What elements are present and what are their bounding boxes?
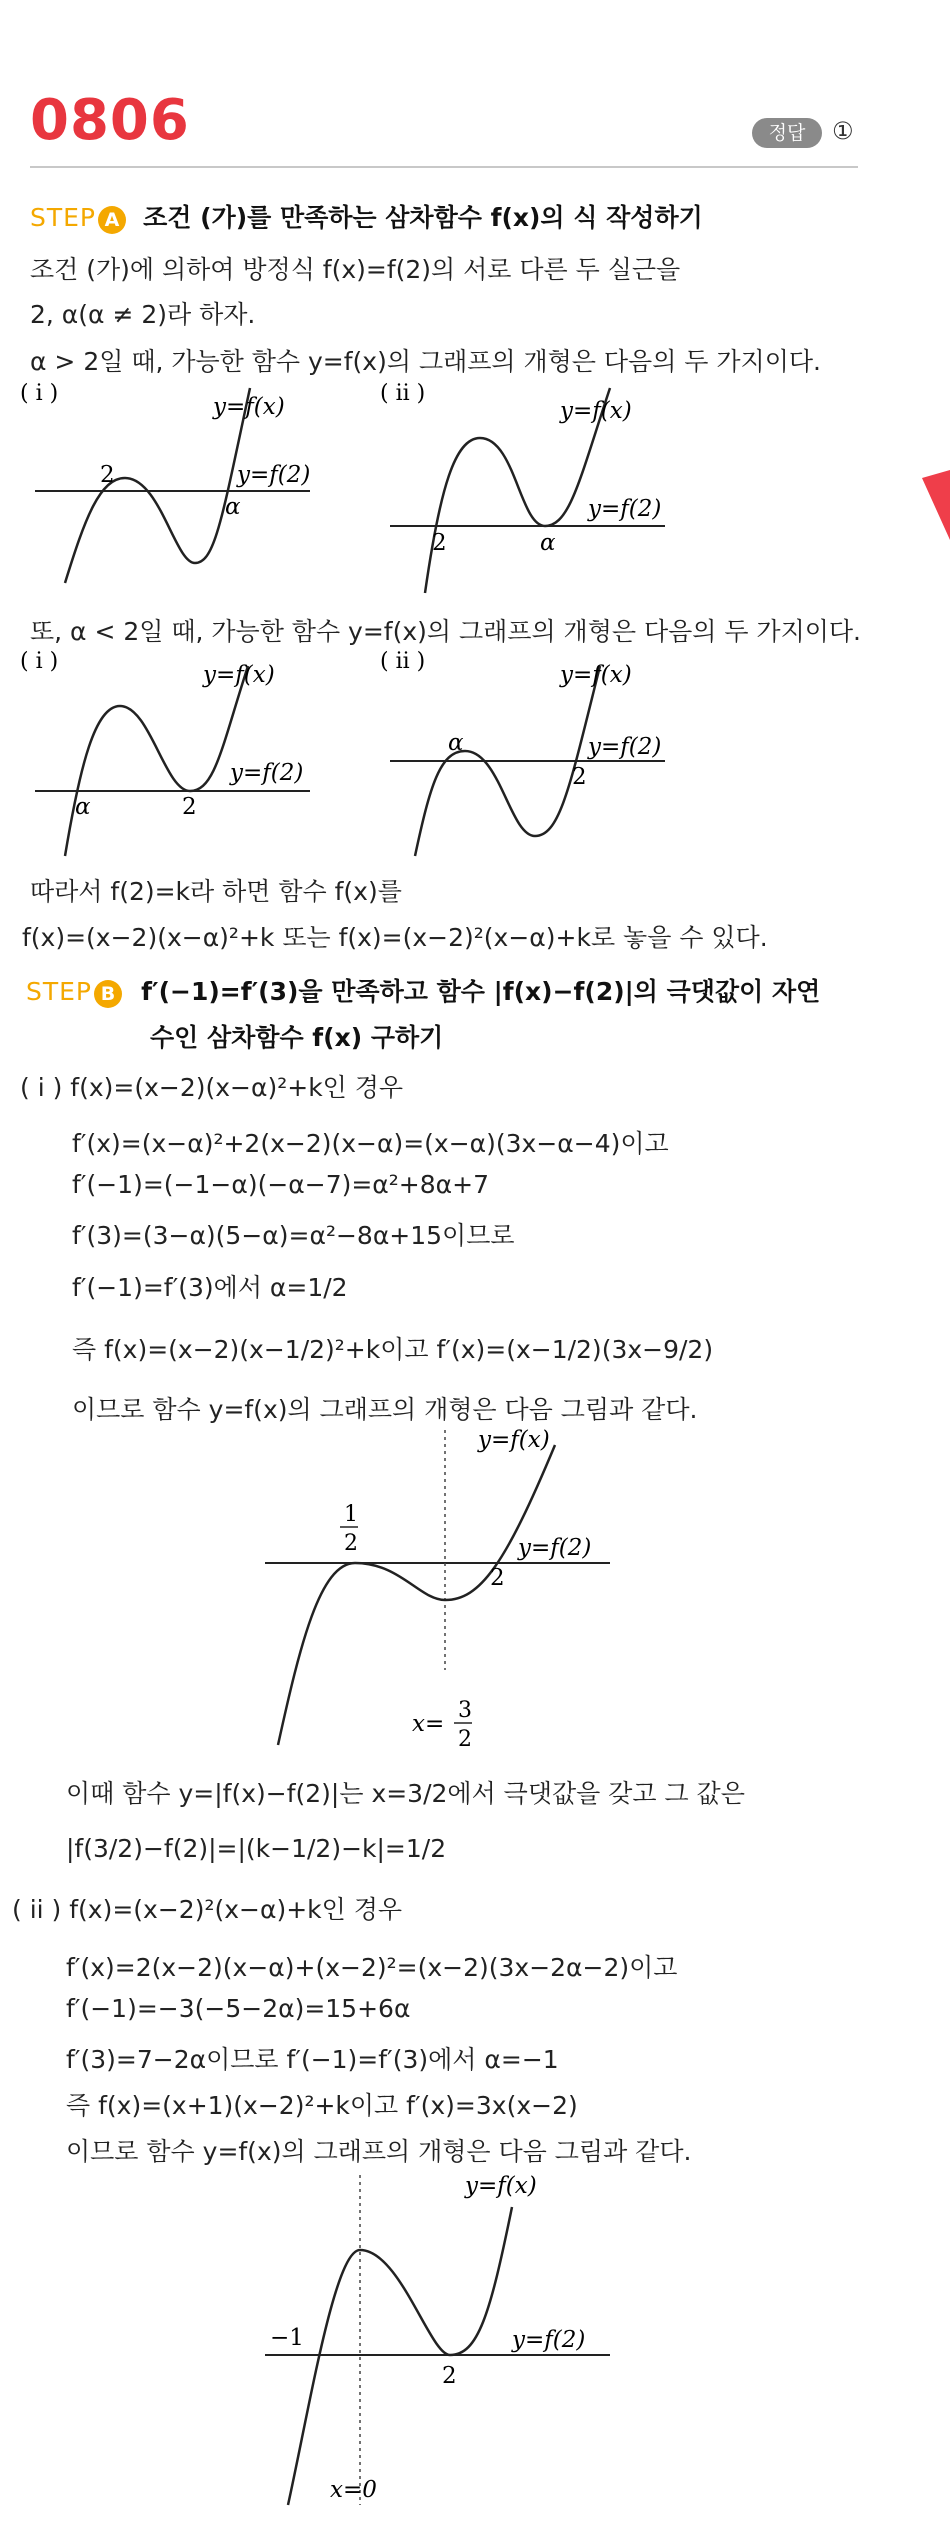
case-2-graph-xeq0: x=0 [330, 2477, 377, 2503]
case-1-line-2: f′(−1)=(−1−α)(−α−7)=α²+8α+7 [72, 1170, 489, 1199]
graph-row-alpha-lt-2 [0, 646, 900, 866]
case-1-line-5: 즉 f(x)=(x−2)(x−1/2)²+k이고 f′(x)=(x−1/2)(3x−9/2) [72, 1335, 714, 1364]
case-1-graph-x-den: 2 [458, 1727, 472, 1752]
case-1-graph-half-den: 2 [344, 1531, 358, 1556]
step-a-header [30, 198, 703, 234]
step-a-label: STEP [30, 203, 97, 232]
graph-2-two: 2 [432, 530, 447, 556]
case-2-graph-two: 2 [442, 2363, 457, 2389]
case-1-graph-xeq: x= [412, 1711, 445, 1737]
case-2-heading: ( ii ) f(x)=(x−2)²(x−α)+k인 경우 [12, 1895, 403, 1924]
case-2-line-2: f′(−1)=−3(−5−2α)=15+6α [66, 1994, 411, 2023]
graph-4-two: 2 [572, 764, 587, 790]
case-1-graph-half-num: 1 [344, 1502, 358, 1527]
step-a-line-2: 2, α(α ≠ 2)라 하자. [30, 300, 256, 329]
case-1-graph-two: 2 [490, 1565, 505, 1591]
case-1-heading: ( i ) f(x)=(x−2)(x−α)²+k인 경우 [20, 1073, 404, 1102]
case-1-line-1: f′(x)=(x−α)²+2(x−2)(x−α)=(x−α)(3x−α−4)이고 [72, 1129, 669, 1158]
case-1-line-6: 이므로 함수 y=f(x)의 그래프의 개형은 다음 그림과 같다. [72, 1395, 698, 1424]
step-a-line-4: 또, α < 2일 때, 가능한 함수 y=f(x)의 그래프의 개형은 다음의 두 가지이다. [30, 617, 861, 646]
graph-2-alpha: α [540, 530, 556, 556]
case-2-graph-yf2: y=f(2) [512, 2327, 586, 2353]
case-2-line-4: 즉 f(x)=(x+1)(x−2)²+k이고 f′(x)=3x(x−2) [66, 2091, 578, 2120]
step-b-label: STEP [26, 977, 93, 1006]
graph-row-alpha-gt-2 [0, 378, 900, 598]
answer-badge: 정답 [752, 118, 822, 148]
graph-4-yf2: y=f(2) [588, 734, 662, 760]
graph-1-alpha: α [225, 494, 241, 520]
graph-1-two: 2 [100, 462, 115, 488]
graph-4-case-label: ( ii ) [380, 649, 426, 674]
step-b-badge: B [94, 980, 122, 1008]
case-2-line-3: f′(3)=7−2α이므로 f′(−1)=f′(3)에서 α=−1 [66, 2045, 559, 2074]
step-a-title: 조건 (가)를 만족하는 삼차함수 f(x)의 식 작성하기 [143, 203, 703, 232]
case-2-graph [250, 2165, 670, 2515]
case-1-graph-x-num: 3 [458, 1698, 472, 1723]
step-b-header [26, 972, 820, 1008]
graph-3-case-label: ( i ) [20, 649, 59, 674]
graph-1-yf2: y=f(2) [237, 462, 311, 488]
graph-2-yf2: y=f(2) [588, 496, 662, 522]
graph-3-curve [65, 666, 248, 856]
step-b-title-1: f′(−1)=f′(3)을 만족하고 함수 |f(x)−f(2)|의 극댓값이 자연 [141, 977, 821, 1006]
case-2-line-5: 이므로 함수 y=f(x)의 그래프의 개형은 다음 그림과 같다. [66, 2137, 692, 2166]
graph-3-yf2: y=f(2) [230, 760, 304, 786]
step-a-badge: A [98, 206, 126, 234]
step-a-line-6: f(x)=(x−2)(x−α)²+k 또는 f(x)=(x−2)²(x−α)+k로 놓을 수 있다. [22, 923, 768, 952]
graph-1-case-label: ( i ) [20, 381, 59, 406]
header-divider [30, 166, 858, 168]
graph-3-alpha: α [75, 794, 91, 820]
case-1-line-4: f′(−1)=f′(3)에서 α=1/2 [72, 1273, 348, 1302]
case-1-line-7: 이때 함수 y=|f(x)−f(2)|는 x=3/2에서 극댓값을 갖고 그 값은 [66, 1779, 745, 1808]
graph-4-alpha: α [448, 730, 464, 756]
case-1-graph-curve [278, 1445, 555, 1745]
graph-3-two: 2 [182, 794, 197, 820]
answer-value: ① [832, 117, 854, 145]
step-a-line-5: 따라서 f(2)=k라 하면 함수 f(x)를 [30, 877, 402, 906]
graph-3-yfx: y=f(x) [203, 662, 275, 688]
case-2-graph-neg1: −1 [270, 2325, 304, 2351]
case-2-graph-yfx: y=f(x) [465, 2173, 537, 2199]
graph-1-yfx: y=f(x) [213, 394, 285, 420]
problem-number: 0806 [30, 88, 190, 153]
graph-4-yfx: y=f(x) [560, 662, 632, 688]
case-1-graph-yfx: y=f(x) [478, 1427, 550, 1453]
case-1-line-8: |f(3/2)−f(2)|=|(k−1/2)−k|=1/2 [66, 1834, 447, 1863]
page-tab-marker [922, 470, 950, 540]
step-a-line-1: 조건 (가)에 의하여 방정식 f(x)=f(2)의 서로 다른 두 실근을 [30, 255, 681, 284]
case-1-line-3: f′(3)=(3−α)(5−α)=α²−8α+15이므로 [72, 1221, 515, 1250]
case-2-line-1: f′(x)=2(x−2)(x−α)+(x−2)²=(x−2)(3x−2α−2)이고 [66, 1953, 678, 1982]
graph-2-case-label: ( ii ) [380, 381, 426, 406]
case-1-graph-yf2: y=f(2) [518, 1535, 592, 1561]
step-b-title-2: 수인 삼차함수 f(x) 구하기 [150, 1023, 444, 1052]
step-a-line-3: α > 2일 때, 가능한 함수 y=f(x)의 그래프의 개형은 다음의 두 가지이다. [30, 347, 821, 376]
graph-2-yfx: y=f(x) [560, 398, 632, 424]
case-1-graph [250, 1425, 670, 1755]
